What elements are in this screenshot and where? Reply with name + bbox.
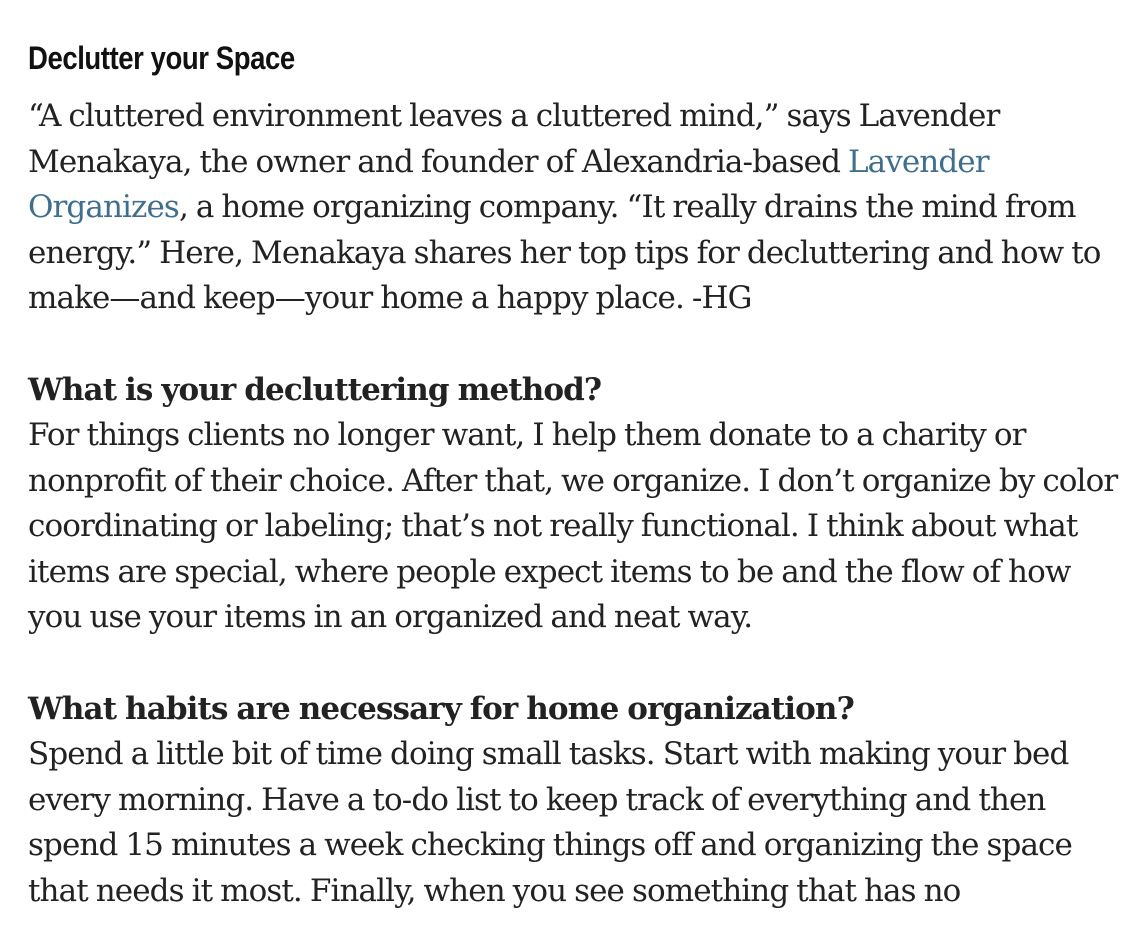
qa-block-decluttering-method [28, 368, 1124, 641]
answer-text: Spend a little bit of time doing small tasks. Start with making your bed every morning. Have a to-do list to keep track of everything and then spend 15 minutes a week checking things off and organizing the space that needs it most. Finally, when you see something that has no [28, 736, 1072, 909]
question-heading: What is your decluttering method? [28, 371, 602, 408]
lavender-organizes-link[interactable]: Lavender Organizes [28, 143, 989, 225]
qa-block-organization-habits [28, 687, 1124, 915]
intro-text-after-link: , a home organizing company. “It really drains the mind from energy.” Here, Menakaya shares her top tips for decluttering and how to make—and keep—your home a happy place. -HG [28, 189, 1101, 316]
paragraph-spacer [28, 641, 1124, 687]
intro-paragraph [28, 94, 1124, 322]
intro-text-before-link: “A cluttered environment leaves a cluttered mind,” says Lavender Menakaya, the owner and founder of Alexandria-based [28, 98, 1000, 180]
paragraph-spacer [28, 322, 1124, 368]
article [28, 36, 1124, 914]
article-title: Declutter your Space [28, 40, 295, 76]
question-heading: What habits are necessary for home organization? [28, 690, 854, 727]
answer-text: For things clients no longer want, I help them donate to a charity or nonprofit of their choice. After that, we organize. I don’t organize by color coordinating or labeling; that’s not really functional. I think about what items are special, where people expect items to be and the flow of how you use your items in an organized and neat way. [28, 417, 1118, 635]
